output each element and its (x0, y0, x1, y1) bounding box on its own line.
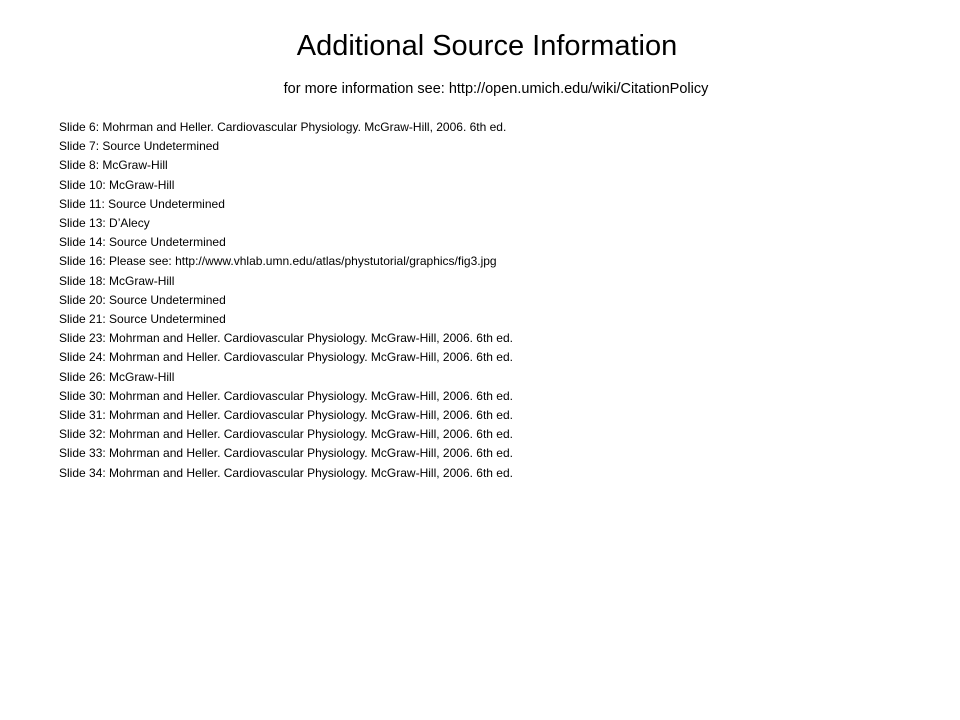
citation-policy-note: for more information see: http://open.umich.edu/wiki/CitationPolicy (283, 81, 709, 97)
page-title: Additional Source Information (296, 30, 678, 62)
source-entry: Slide 11: Source Undetermined (59, 196, 225, 211)
source-entry: Slide 24: Mohrman and Heller. Cardiovascular Physiology. McGraw-Hill, 2006. 6th ed. (59, 350, 513, 365)
source-entry: Slide 31: Mohrman and Heller. Cardiovascular Physiology. McGraw-Hill, 2006. 6th ed. (59, 408, 513, 423)
source-entry: Slide 10: McGraw-Hill (59, 177, 175, 192)
source-entry: Slide 26: McGraw-Hill (59, 369, 175, 384)
source-entry: Slide 34: Mohrman and Heller. Cardiovascular Physiology. McGraw-Hill, 2006. 6th ed. (59, 465, 513, 480)
source-entry: Slide 32: Mohrman and Heller. Cardiovascular Physiology. McGraw-Hill, 2006. 6th ed. (59, 427, 513, 442)
source-entry: Slide 16: Please see: http://www.vhlab.umn.edu/atlas/phystutorial/graphics/fig3.jpg (59, 254, 497, 269)
source-entry: Slide 18: McGraw-Hill (59, 273, 175, 288)
source-entry: Slide 30: Mohrman and Heller. Cardiovascular Physiology. McGraw-Hill, 2006. 6th ed. (59, 388, 513, 403)
source-entry: Slide 14: Source Undetermined (59, 235, 226, 250)
source-entry: Slide 23: Mohrman and Heller. Cardiovascular Physiology. McGraw-Hill, 2006. 6th ed. (59, 331, 513, 346)
source-entry: Slide 6: Mohrman and Heller. Cardiovascular Physiology. McGraw-Hill, 2006. 6th ed. (59, 120, 507, 134)
source-entry: Slide 21: Source Undetermined (59, 312, 226, 327)
source-entry: Slide 13: D’Alecy (59, 216, 150, 231)
source-entry: Slide 20: Source Undetermined (59, 292, 226, 307)
source-entry: Slide 8: McGraw-Hill (59, 158, 168, 173)
source-list (59, 118, 513, 483)
source-entry: Slide 33: Mohrman and Heller. Cardiovascular Physiology. McGraw-Hill, 2006. 6th ed. (59, 446, 513, 461)
source-entry: Slide 7: Source Undetermined (59, 139, 220, 154)
